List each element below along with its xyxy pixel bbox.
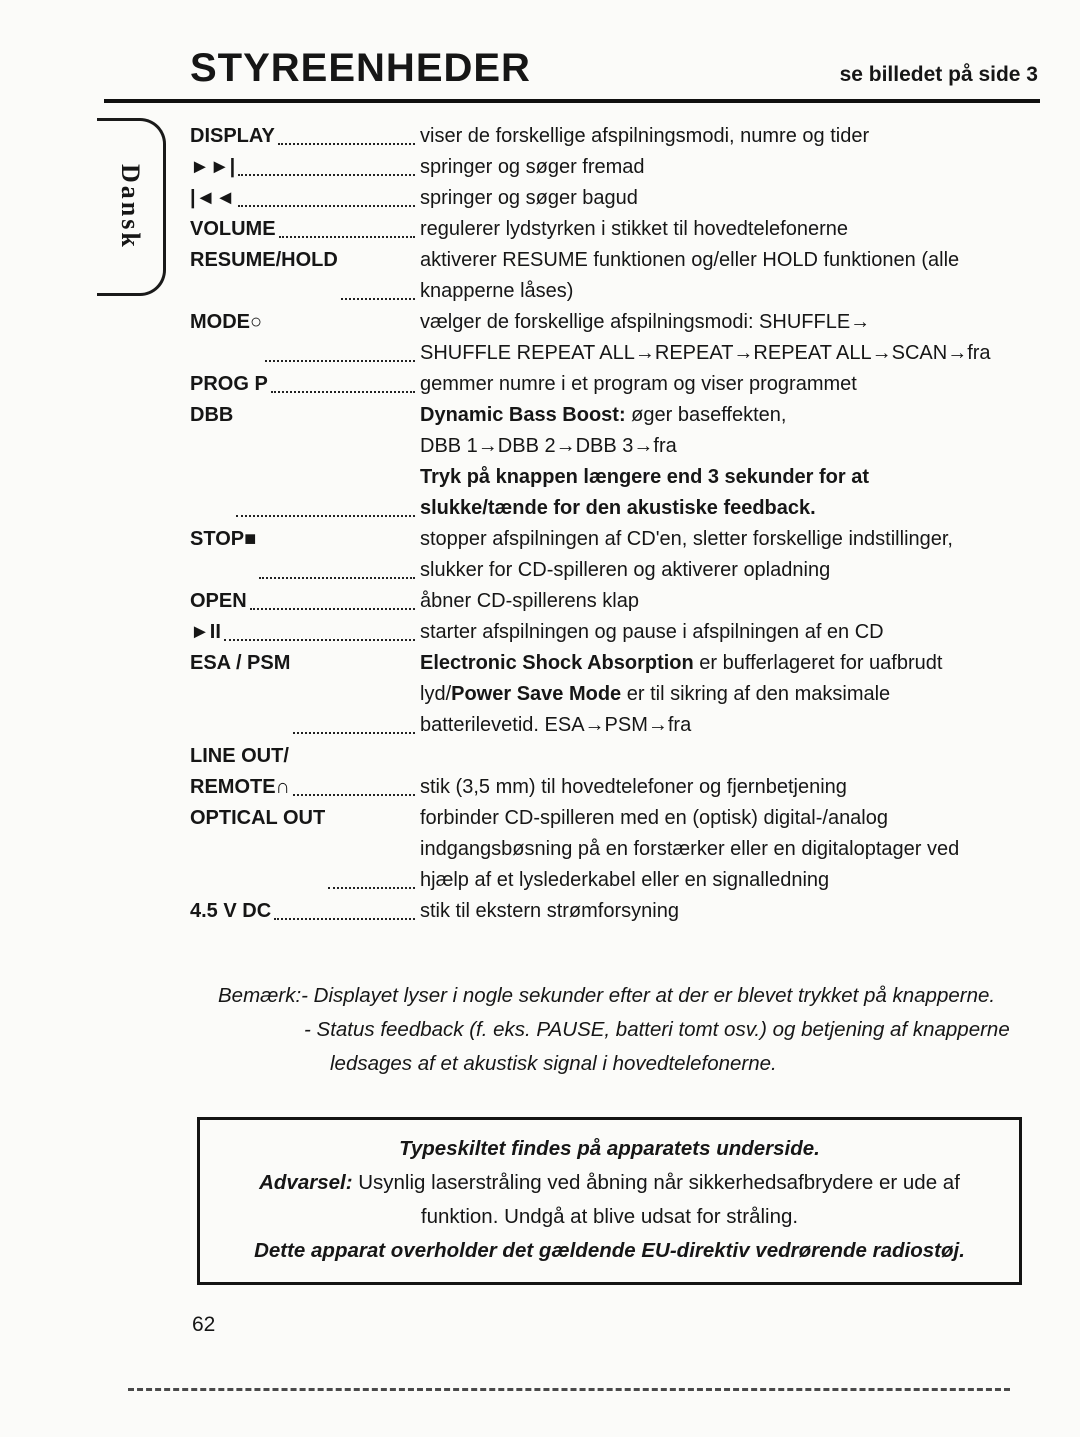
entry-desc-line bbox=[420, 121, 1040, 152]
mode-circle-icon: ○ bbox=[250, 311, 263, 333]
entry-term-text: STOP bbox=[190, 528, 245, 550]
entry-term bbox=[190, 772, 420, 803]
entry-desc-line bbox=[420, 586, 1040, 617]
entry-row bbox=[190, 617, 1040, 648]
header-rule bbox=[104, 99, 1040, 103]
entry-description bbox=[420, 307, 1040, 369]
entry-desc-text: stik til ekstern strømforsyning bbox=[420, 900, 679, 922]
entry-desc-text: stopper afspilningen af CD'en, sletter forskellige indstillinger, bbox=[420, 528, 953, 550]
entry-desc-text: Dynamic Bass Boost: bbox=[420, 404, 626, 426]
entry-desc-line bbox=[420, 555, 1040, 586]
entry-desc-text: knapperne låses) bbox=[420, 280, 574, 302]
entry-desc-text: vælger de forskellige afspilningsmodi: SHUFFLE→ bbox=[420, 311, 871, 333]
stop-icon: ■ bbox=[244, 528, 257, 550]
warning-box bbox=[197, 1117, 1022, 1285]
entry-term bbox=[190, 400, 420, 524]
dotted-leader bbox=[236, 515, 415, 517]
entry-description bbox=[420, 183, 1040, 214]
entry-term-text: REMOTE bbox=[190, 776, 276, 798]
entry-desc-line bbox=[420, 152, 1040, 183]
entry-row bbox=[190, 803, 1040, 896]
dotted-leader bbox=[238, 205, 415, 207]
entry-desc-line bbox=[420, 617, 1040, 648]
entry-desc-text: Electronic Shock Absorption bbox=[420, 652, 694, 674]
entry-desc-text: er bufferlageret for uafbrudt bbox=[693, 652, 943, 674]
entry-desc-text: forbinder CD-spilleren med en (optisk) digital-/analog bbox=[420, 807, 888, 829]
entry-desc-text: åbner CD-spillerens klap bbox=[420, 590, 639, 612]
entry-term bbox=[190, 183, 420, 214]
entry-row bbox=[190, 214, 1040, 245]
entry-row bbox=[190, 245, 1040, 307]
dotted-leader bbox=[293, 794, 415, 796]
entry-desc-line bbox=[420, 803, 1040, 834]
language-tab-label: Dansk bbox=[116, 164, 145, 250]
entry-description bbox=[420, 524, 1040, 586]
entry-row bbox=[190, 741, 1040, 772]
entry-term-text: LINE OUT/ bbox=[190, 745, 289, 767]
entry-term-text: RESUME/HOLD bbox=[190, 249, 338, 271]
warning-box-eu-line: Dette apparat overholder det gældende EU-direktiv vedrørende radiostøj. bbox=[254, 1239, 965, 1262]
entry-row bbox=[190, 586, 1040, 617]
entry-term bbox=[190, 896, 420, 927]
warning-box-line3: funktion. Undgå at blive udsat for stråling. bbox=[420, 1205, 799, 1228]
entry-desc-text: hjælp af et lyslederkabel eller en signalledning bbox=[420, 869, 830, 891]
entry-desc-line bbox=[420, 183, 1040, 214]
entry-desc-line bbox=[420, 710, 1040, 741]
entry-term-text: VOLUME bbox=[190, 218, 276, 240]
play-pause-icon: ►II bbox=[190, 621, 221, 643]
entry-description bbox=[420, 896, 1040, 927]
entry-desc-line bbox=[420, 431, 1040, 462]
dotted-leader bbox=[224, 639, 415, 641]
bottom-dashed-divider bbox=[128, 1388, 1010, 1391]
entry-description bbox=[420, 586, 1040, 617]
entry-desc-line bbox=[420, 338, 1040, 369]
entry-row bbox=[190, 152, 1040, 183]
note-paragraph bbox=[218, 979, 1040, 1081]
entry-desc-text: Tryk på knappen længere end 3 sekunder for at bbox=[420, 466, 870, 488]
dotted-leader bbox=[238, 174, 415, 176]
entry-desc-line bbox=[420, 834, 1040, 865]
entry-term bbox=[190, 617, 420, 648]
page-header bbox=[0, 0, 1080, 91]
skip-back-icon: |◄◄ bbox=[190, 187, 236, 209]
entry-row bbox=[190, 307, 1040, 369]
entry-description bbox=[420, 803, 1040, 896]
entry-description bbox=[420, 400, 1040, 524]
warning-box-title: Typeskiltet findes på apparatets underside. bbox=[399, 1137, 820, 1160]
entry-description bbox=[420, 648, 1040, 741]
entry-term-text: MODE bbox=[190, 311, 250, 333]
entry-desc-text: Power Save Mode bbox=[451, 683, 622, 705]
entry-desc-text: regulerer lydstyrken i stikket til hovedtelefonerne bbox=[420, 218, 848, 240]
entry-desc-line bbox=[420, 276, 1040, 307]
entry-desc-text: øger baseffekten, bbox=[625, 404, 787, 426]
entry-desc-text: starter afspilningen og pause i afspilningen af en CD bbox=[420, 621, 884, 643]
entry-description bbox=[420, 152, 1040, 183]
entry-description bbox=[420, 214, 1040, 245]
entry-desc-line bbox=[420, 245, 1040, 276]
entry-row bbox=[190, 524, 1040, 586]
entry-desc-text: viser de forskellige afspilningsmodi, numre og tider bbox=[420, 125, 870, 147]
skip-forward-icon: ►►| bbox=[190, 156, 236, 178]
note-line: ledsages af et akustisk signal i hovedtelefonerne. bbox=[330, 1052, 777, 1075]
entry-term-text: OPEN bbox=[190, 590, 247, 612]
entry-description bbox=[420, 369, 1040, 400]
entry-description bbox=[420, 245, 1040, 307]
entry-desc-text: gemmer numre i et program og viser programmet bbox=[420, 373, 857, 395]
entry-term bbox=[190, 152, 420, 183]
entry-desc-line bbox=[420, 772, 1040, 803]
language-tab bbox=[97, 118, 166, 296]
entry-row bbox=[190, 772, 1040, 803]
entry-desc-line bbox=[420, 493, 1040, 524]
entry-term-text: 4.5 V DC bbox=[190, 900, 272, 922]
entry-desc-line bbox=[420, 648, 1040, 679]
entry-row bbox=[190, 648, 1040, 741]
page-title: STYREENHEDER bbox=[190, 46, 531, 90]
entry-term-text: ESA / PSM bbox=[190, 652, 291, 674]
entry-row bbox=[190, 121, 1040, 152]
entry-term-text: DISPLAY bbox=[190, 125, 275, 147]
entry-desc-line bbox=[420, 524, 1040, 555]
note-line: Bemærk:- Displayet lyser i nogle sekunder efter at der er blevet trykket på knapperne. bbox=[218, 984, 996, 1007]
entry-desc-text: batterilevetid. ESA→PSM→fra bbox=[420, 714, 692, 736]
entry-term bbox=[190, 307, 420, 369]
entry-desc-text: aktiverer RESUME funktionen og/eller HOLD funktionen (alle bbox=[420, 249, 960, 271]
warning-box-advarsel-line bbox=[216, 1166, 1003, 1200]
dotted-leader bbox=[278, 143, 415, 145]
entry-desc-line bbox=[420, 462, 1040, 493]
entry-term bbox=[190, 369, 420, 400]
entry-term bbox=[190, 524, 420, 586]
entry-term bbox=[190, 741, 420, 772]
dotted-leader bbox=[274, 918, 415, 920]
page-number: 62 bbox=[192, 1313, 216, 1336]
entry-desc-line bbox=[420, 896, 1040, 927]
advarsel-text: Usynlig laserstråling ved åbning når sikkerhedsafbrydere er ude af bbox=[352, 1171, 960, 1194]
dotted-leader bbox=[279, 236, 415, 238]
entry-desc-line bbox=[420, 307, 1040, 338]
entry-desc-line bbox=[420, 679, 1040, 710]
entry-desc-line bbox=[420, 865, 1040, 896]
entry-term bbox=[190, 245, 420, 307]
entry-desc-text: DBB 1→DBB 2→DBB 3→fra bbox=[420, 435, 677, 457]
dotted-leader bbox=[265, 360, 415, 362]
headphone-icon: ∩ bbox=[275, 776, 291, 798]
entry-desc-text: er til sikring af den maksimale bbox=[621, 683, 891, 705]
entry-desc-text: springer og søger bagud bbox=[420, 187, 638, 209]
entry-row bbox=[190, 369, 1040, 400]
dotted-leader bbox=[341, 298, 415, 300]
page-subtitle: se billedet på side 3 bbox=[839, 63, 1038, 86]
dotted-leader bbox=[293, 732, 415, 734]
entry-term-text: DBB bbox=[190, 404, 234, 426]
entry-desc-text: slukker for CD-spilleren og aktiverer opladning bbox=[420, 559, 831, 581]
entry-desc-text: springer og søger fremad bbox=[420, 156, 645, 178]
entry-row bbox=[190, 400, 1040, 524]
entry-term bbox=[190, 121, 420, 152]
dotted-leader bbox=[259, 577, 415, 579]
entry-term bbox=[190, 214, 420, 245]
note-line: - Status feedback (f. eks. PAUSE, batteri tomt osv.) og betjening af knapperne bbox=[304, 1018, 1010, 1041]
entry-description bbox=[420, 617, 1040, 648]
entry-desc-text: lyd/ bbox=[420, 683, 452, 705]
entry-row bbox=[190, 183, 1040, 214]
dotted-leader bbox=[271, 391, 415, 393]
entry-description bbox=[420, 121, 1040, 152]
dotted-leader bbox=[328, 887, 415, 889]
entry-description bbox=[420, 741, 1040, 772]
advarsel-label: Advarsel: bbox=[259, 1171, 353, 1194]
entry-desc-line bbox=[420, 369, 1040, 400]
entry-term bbox=[190, 648, 420, 741]
entry-term-text: OPTICAL OUT bbox=[190, 807, 326, 829]
entry-term-text: PROG P bbox=[190, 373, 268, 395]
dotted-leader bbox=[250, 608, 415, 610]
entries bbox=[190, 121, 1040, 927]
entry-description bbox=[420, 772, 1040, 803]
entry-desc-text: indgangsbøsning på en forstærker eller en digitaloptager ved bbox=[420, 838, 960, 860]
entry-desc-line bbox=[420, 214, 1040, 245]
entry-desc-text: slukke/tænde for den akustiske feedback. bbox=[420, 497, 816, 519]
entry-term bbox=[190, 803, 420, 896]
entry-term bbox=[190, 586, 420, 617]
entry-desc-text: SHUFFLE REPEAT ALL→REPEAT→REPEAT ALL→SCAN→fra bbox=[420, 342, 991, 364]
entry-desc-text: stik (3,5 mm) til hovedtelefoner og fjernbetjening bbox=[420, 776, 847, 798]
entry-row bbox=[190, 896, 1040, 927]
entry-desc-line bbox=[420, 400, 1040, 431]
